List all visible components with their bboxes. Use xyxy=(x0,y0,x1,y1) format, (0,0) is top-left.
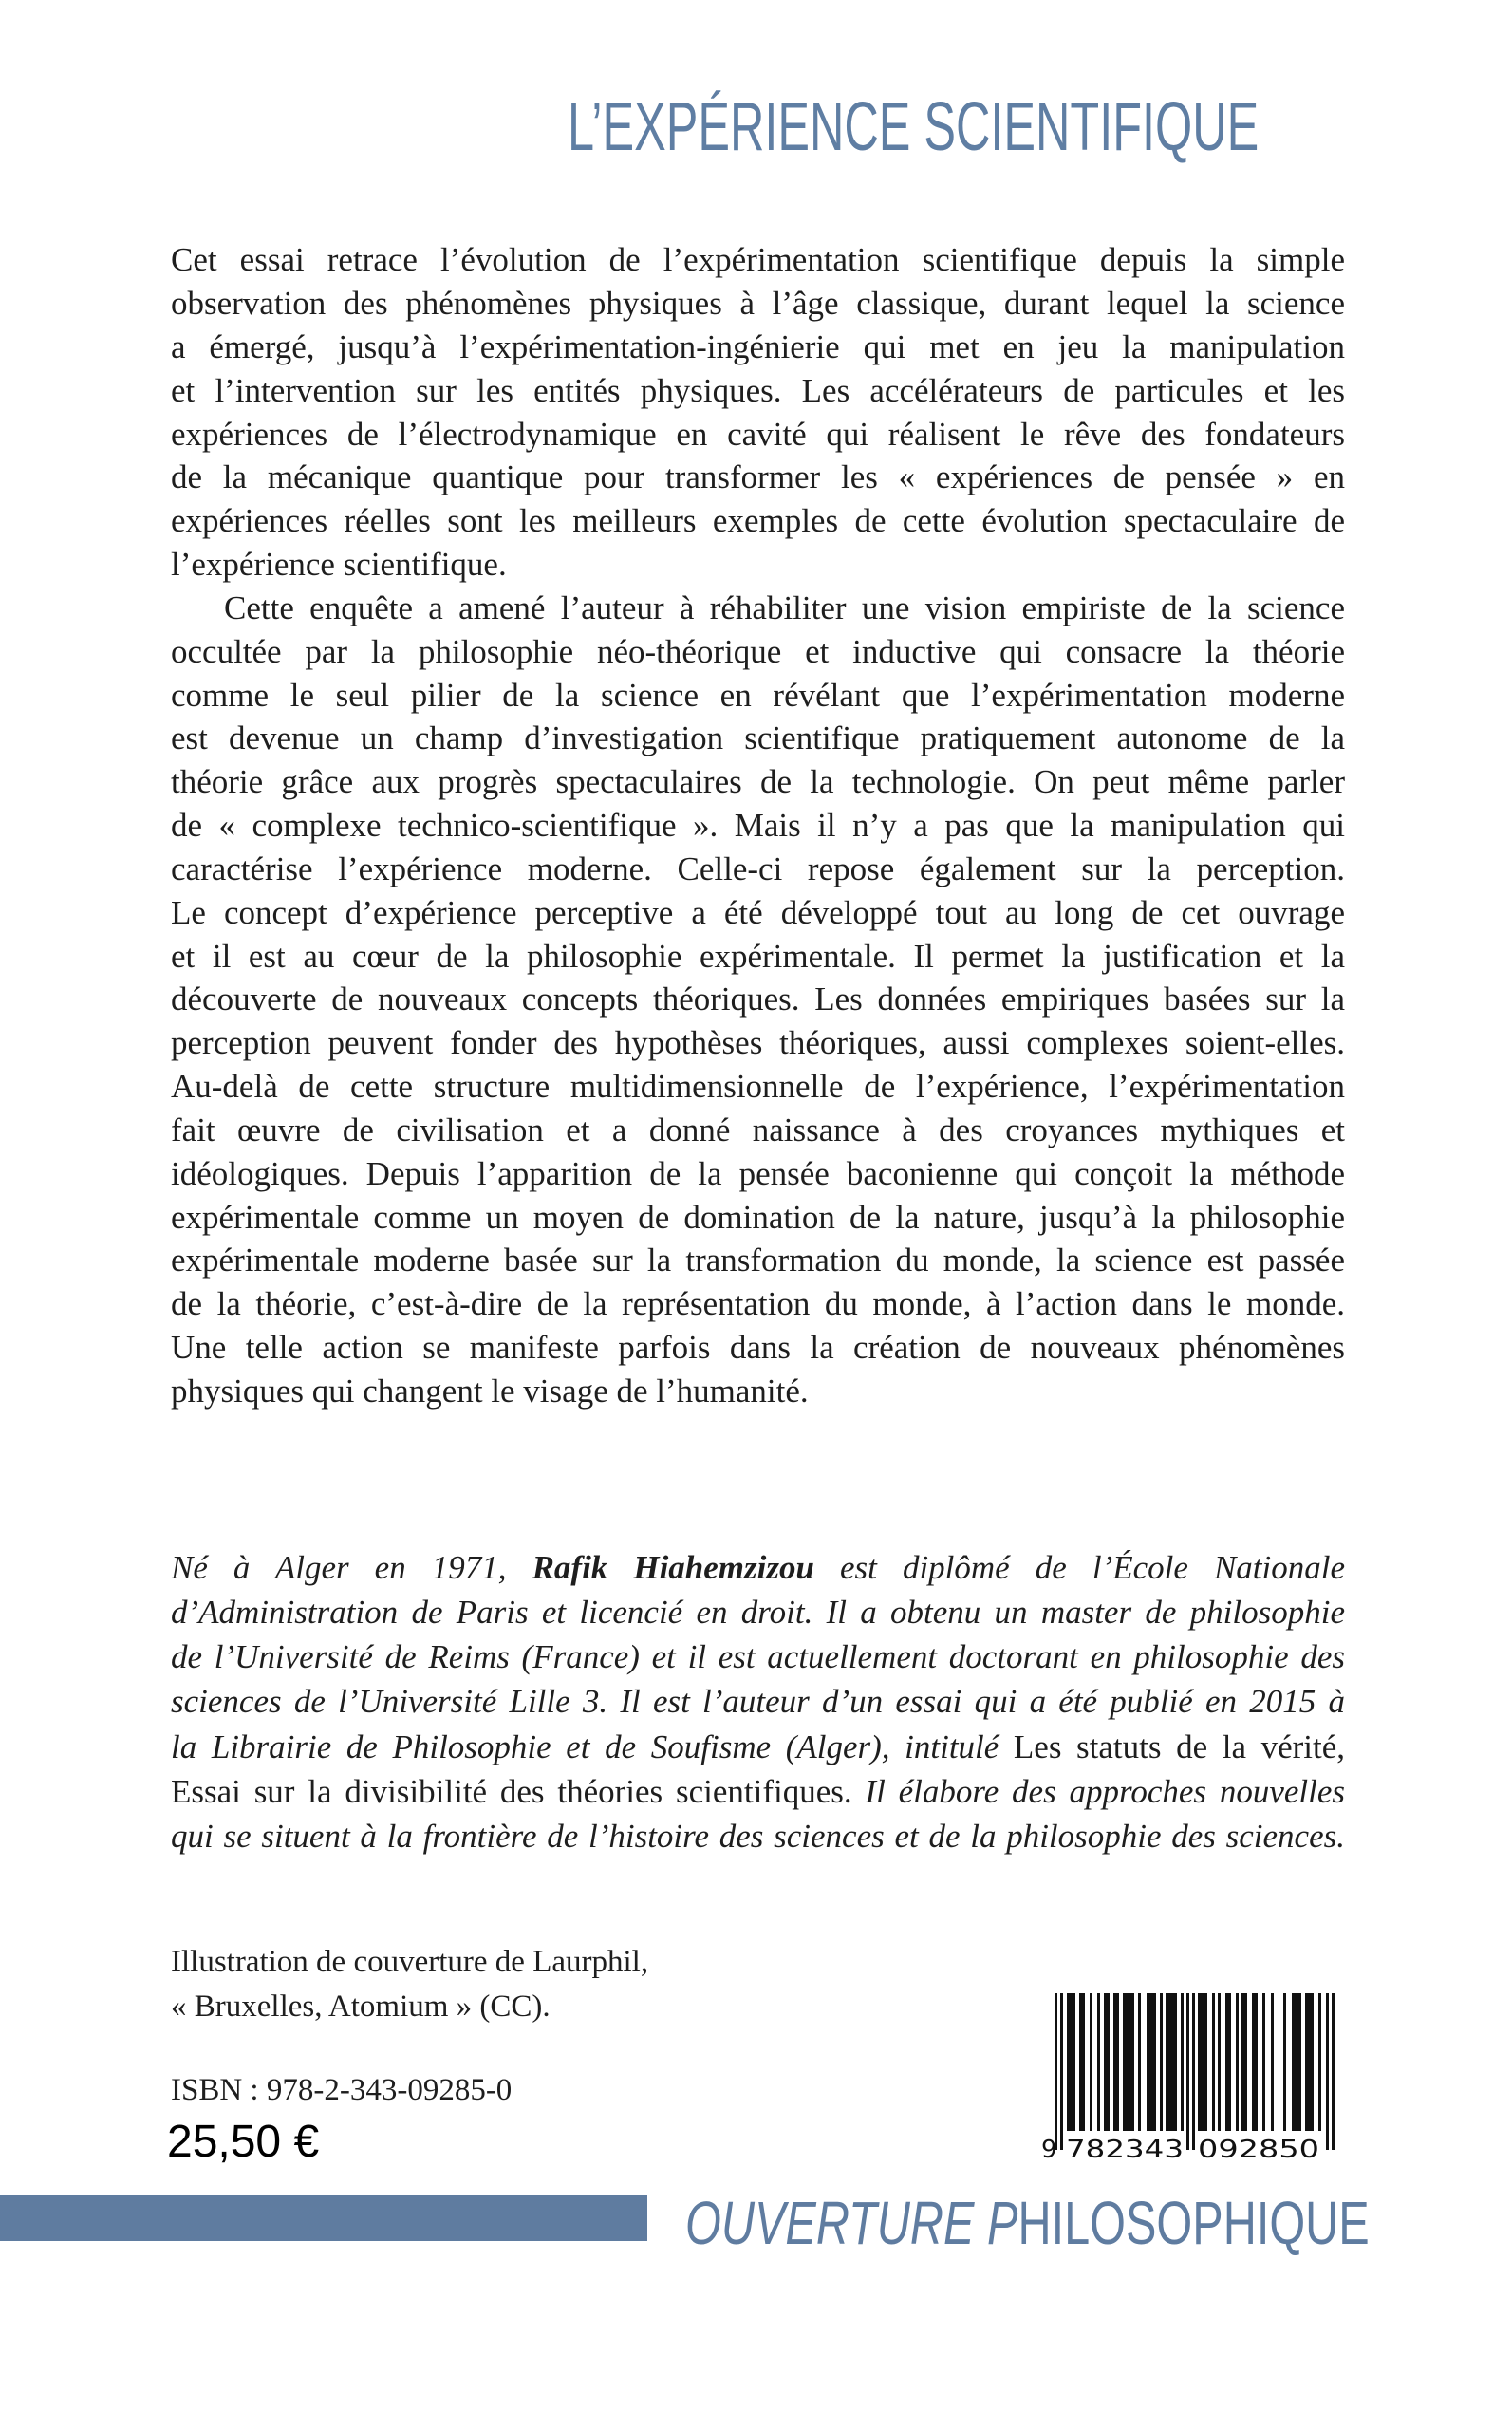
summary-line: Une telle action se manifeste parfois dans la création de nouveaux phénomènes xyxy=(171,1329,1345,1366)
illustration-credit-line: Illustration de couverture de Laurphil, xyxy=(171,1945,649,1979)
barcode-icon xyxy=(1039,1989,1362,2164)
summary-line: observation des phénomènes physiques à l’âge classique, durant lequel la science xyxy=(171,285,1345,322)
summary-line: expériences réelles sont les meilleurs exemples de cette évolution spectaculaire de xyxy=(171,502,1345,539)
cited-book-title: Les statuts de la vérité, xyxy=(1013,1728,1345,1765)
summary-line: de « complexe technico-scientifique ». Mais il n’y a pas que la manipulation qui xyxy=(171,807,1345,844)
bio-line: la Librairie de Philosophie et de Soufisme (Alger), intitulé Les statuts de la vérité, xyxy=(171,1728,1345,1765)
book-title-text: L’EXPÉRIENCE SCIENTIFIQUE xyxy=(568,89,1260,165)
summary-line: expérimentale moderne basée sur la transformation du monde, la science est passée xyxy=(171,1242,1345,1279)
isbn: ISBN : 978-2-343-09285-0 xyxy=(171,2073,513,2107)
series-color-band xyxy=(0,2195,647,2241)
summary-line: perception peuvent fonder des hypothèses théoriques, aussi complexes soient-elles. xyxy=(171,1024,1345,1061)
summary-line: a émergé, jusqu’à l’expérimentation-ingénierie qui met en jeu la manipulation xyxy=(171,328,1345,365)
illustration-credit-line: « Bruxelles, Atomium » (CC). xyxy=(171,1989,551,2024)
summary-line: Au-delà de cette structure multidimensionnelle de l’expérience, l’expérimentation xyxy=(171,1068,1345,1105)
summary-line: comme le seul pilier de la science en révélant que l’expérimentation moderne xyxy=(171,677,1345,714)
series-name: OUVERTURE PHILOSOPHIQUE xyxy=(685,2189,1370,2257)
bio-line: sciences de l’Université Lille 3. Il est l’auteur d’un essai qui a été publié en 2015 à xyxy=(171,1683,1345,1720)
cited-book-subtitle: Essai sur la divisibilité des théories scientifiques. xyxy=(171,1773,852,1810)
summary-line: physiques qui changent le visage de l’humanité. xyxy=(171,1373,809,1410)
author-name: Rafik Hiahemzizou xyxy=(532,1549,814,1586)
bio-line: d’Administration de Paris et licencié en droit. Il a obtenu un master de philosophie xyxy=(171,1594,1345,1631)
summary-line: et il est au cœur de la philosophie expérimentale. Il permet la justification et la xyxy=(171,938,1345,975)
summary-line: Le concept d’expérience perceptive a été développé tout au long de cet ouvrage xyxy=(171,894,1345,931)
bio-line: qui se situent à la frontière de l’histoire des sciences et de la philosophie des sciences. xyxy=(171,1818,1345,1855)
svg-text:092850: 092850 xyxy=(1198,2136,1319,2164)
bio-line: Né à Alger en 1971, Rafik Hiahemzizou est diplômé de l’École Nationale xyxy=(171,1549,1345,1586)
summary-line: fait œuvre de civilisation et a donné naissance à des croyances mythiques et xyxy=(171,1111,1345,1148)
summary-line: expérimentale comme un moyen de domination de la nature, jusqu’à la philosophie xyxy=(171,1199,1345,1236)
summary-line: découverte de nouveaux concepts théoriques. Les données empiriques basées sur la xyxy=(171,980,1345,1018)
book-title xyxy=(420,89,1260,165)
svg-text:782343: 782343 xyxy=(1066,2136,1184,2164)
summary-line: caractérise l’expérience moderne. Celle-ci repose également sur la perception. xyxy=(171,850,1345,887)
summary-line: et l’intervention sur les entités physiques. Les accélérateurs de particules et les xyxy=(171,372,1345,409)
summary-line: est devenue un champ d’investigation scientifique pratiquement autonome de la xyxy=(171,719,1345,756)
summary-line: occultée par la philosophie néo-théorique et inductive qui consacre la théorie xyxy=(171,633,1345,670)
summary-line: Cet essai retrace l’évolution de l’expérimentation scientifique depuis la simple xyxy=(171,241,1345,278)
summary-line: de la théorie, c’est-à-dire de la représentation du monde, à l’action dans le monde. xyxy=(171,1285,1345,1322)
summary-line: théorie grâce aux progrès spectaculaires de la technologie. On peut même parler xyxy=(171,763,1345,800)
summary-line: l’expérience scientifique. xyxy=(171,546,507,583)
summary-line: expériences de l’électrodynamique en cavité qui réalisent le rêve des fondateurs xyxy=(171,416,1345,453)
price: 25,50 € xyxy=(167,2117,320,2167)
bio-line: Essai sur la divisibilité des théories scientifiques. Il élabore des approches nouvelles xyxy=(171,1773,1345,1810)
bio-line: de l’Université de Reims (France) et il est actuellement doctorant en philosophie des xyxy=(171,1638,1345,1675)
summary-line: idéologiques. Depuis l’apparition de la pensée baconienne qui conçoit la méthode xyxy=(171,1155,1345,1192)
summary-line: de la mécanique quantique pour transformer les « expériences de pensée » en xyxy=(171,458,1345,495)
svg-text:9: 9 xyxy=(1041,2136,1057,2164)
summary-line: Cette enquête a amené l’auteur à réhabiliter une vision empiriste de la science xyxy=(224,589,1345,626)
